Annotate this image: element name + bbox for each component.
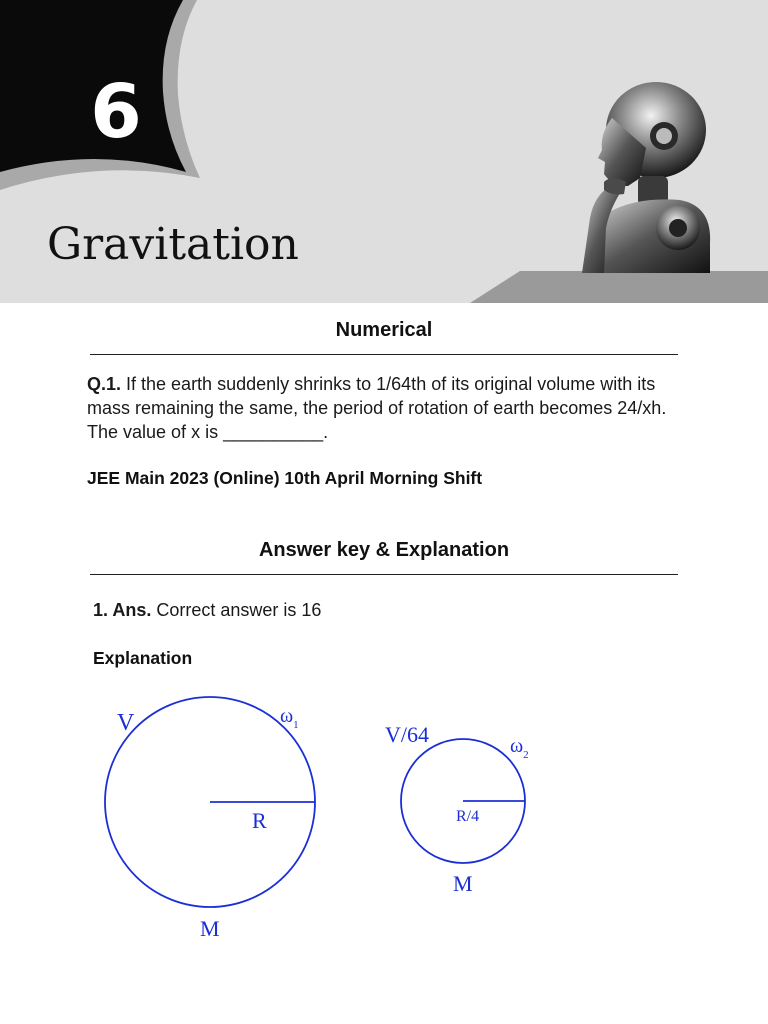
answer-text: Correct answer is 16 — [151, 600, 322, 620]
explanation-label: Explanation — [93, 648, 193, 668]
chapter-title: Gravitation — [47, 219, 299, 270]
small-circle-group — [385, 722, 529, 896]
answer-key-heading: Answer key & Explanation — [258, 539, 510, 561]
big-circle-group — [105, 697, 315, 941]
big-circle-volume-label: V — [117, 710, 135, 736]
small-circle-radius-label: R/4 — [456, 808, 480, 825]
question-1 — [87, 372, 667, 444]
numerical-divider — [90, 354, 678, 355]
answer-key-divider — [90, 574, 678, 575]
chapter-header — [0, 0, 768, 303]
question-source: JEE Main 2023 (Online) 10th April Morning Shift — [87, 468, 483, 488]
question-label: Q.1. — [87, 374, 122, 394]
numerical-heading: Numerical — [335, 319, 433, 341]
header-accent-bar — [470, 271, 768, 303]
small-circle-omega-label: $\omega_2$ — [510, 735, 529, 761]
small-circle-volume-label: V/64 — [385, 722, 429, 747]
big-circle-radius-label: R — [252, 808, 267, 833]
small-circle-mass-label: M — [453, 871, 473, 896]
chapter-number: 6 — [90, 69, 142, 155]
answer-1 — [93, 597, 321, 623]
answer-label: 1. Ans. — [93, 600, 152, 620]
big-circle-omega-label: $\omega_1$ — [280, 705, 299, 731]
big-circle-mass-label: M — [200, 916, 220, 941]
question-text: If the earth suddenly shrinks to 1/64th of its original volume with its mass remaining the same, the period of rotation of earth becomes 24/xh. The value of x is __________. — [87, 374, 667, 442]
explanation-diagram — [0, 690, 768, 950]
robot-thinking-illustration — [560, 78, 720, 273]
